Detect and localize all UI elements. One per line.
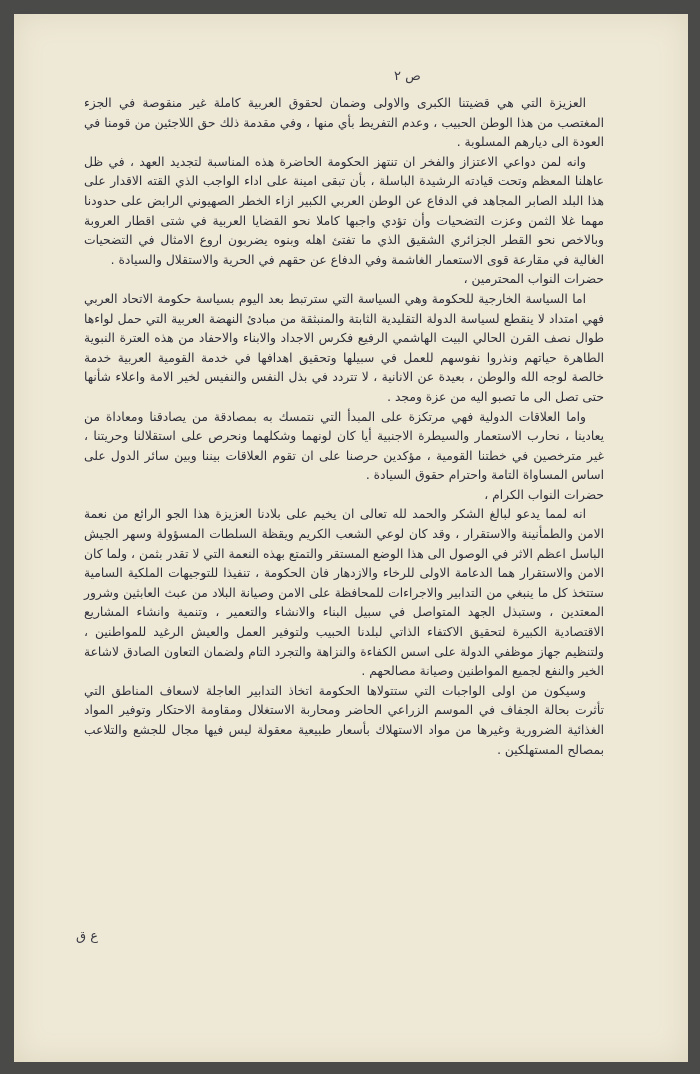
address-line: حضرات النواب المحترمين ، [463,272,604,287]
paragraph: انه لمما يدعو لبالغ الشكر والحمد لله تعالى ان يخيم على بلادنا العزيزة هذا الجو الرائع من نعمة الامن والطمأنينة والاستقرار ، وقد كان لوعي الشعب الكريم ويقظة السلطات المسؤولة وسهر الجيش الباسل اعظم الاثر في الوصول الى هذا الوضع المستقر والتمتع بهذه النعمة التي لا تقدر بثمن ، ولما كان الامن والاستقرار هما الدعامة الاولى للرخاء والازدهار فان الحكومة ، تنفيذا للتوجيهات الملكية السامية ستتخذ كل ما ينبغي من التدابير والاجراءات للمحافظة على الامن وصيانة البلاد من عبث العابثين وشرور المعتدين ، وستبذل الجهد المتواصل في سبيل البناء والانشاء والتعمير ، وتنمية وانشاء المشاريع الاقتصادية الكبيرة لتحقيق الاكتفاء الذاتي لبلدنا الحبيب ولتوفير العمل والعيش الرغيد للمواطنين ، ولتنظيم جهاز موظفي الدولة على اسس الكفاءة والنزاهة والتجرد التام ولضمان التعاون الصادق لاشاعة الخير والنفع لجميع المواطنين وصيانة مصالحهم . [84,507,604,679]
paragraph: واما العلاقات الدولية فهي مرتكزة على المبدأ التي نتمسك به بمصادقة من يصادقنا ومعاداة من يعادينا ، نحارب الاستعمار والسيطرة الاجنبية أيا كان لونهما وشكلهما ونحرص على استقلالنا وحريتنا ، غير مترخصين في خطتنا القومية ، مؤكدين حرصنا على ان تقوم العلاقات بيننا وبين سائر الدول على اساس المساواة التامة واحترام حقوق السيادة . [84,409,604,483]
paragraph: وانه لمن دواعي الاعتزاز والفخر ان تنتهز الحكومة الحاضرة هذه المناسبة لتجديد العهد ، في ظل عاهلنا المعظم وتحت قيادته الرشيدة الباسلة ، بأن تبقى امينة على اداء الواجب الذي القته الاقدار على هذا البلد الصابر المجاهد في الدفاع عن الوطن العربي الكبير ازاء الخطر الصهيوني الرابض على حدودنا مهما غلا الثمن وعزت التضحيات وأن تؤدي واجبها كاملا نحو القضايا العربية في شتى اقطار العروبة وبالاخص نحو القطر الجزائري الشقيق الذي ما تفتئ اهله وبنوه يضربون اروع الامثال في التضحيات الغالية في مقارعة قوى الاستعمار الغاشمة وفي الدفاع عن حقهم في الحرية والاستقلال والسيادة . [84,154,604,267]
page-number: ص ٢ [394,69,421,84]
paragraph: العزيزة التي هي قضيتنا الكبرى والاولى وضمان لحقوق العربية كاملة غير منقوصة في الجزء المغتصب من هذا الوطن الحبيب ، وعدم التفريط بأي منها ، وفي مقدمة ذلك حق اللاجئين من قومنا في العودة الى ديارهم المسلوبة . [84,96,604,150]
address-line: حضرات النواب الكرام ، [484,487,604,502]
footer-initials: ع ق [76,929,98,944]
paragraph: اما السياسة الخارجية للحكومة وهي السياسة التي سترتبط بعد اليوم بسياسة حكومة الاتحاد العربي فهي امتداد لا ينقطع لسياسة الدولة التقليدية الثابتة والمنبثقة من مبادئ النهضة العربية التي حمل لواءها طوال نصف القرن الحالي البيت الهاشمي الرفيع فكرس الاجداد والابناء والاحفاد من هذه العترة النبوية الطاهرة حياتهم ونذروا نفوسهم للعمل في سبيلها وتحقيق اهدافها في خدمة القومية العربية خدمة خالصة لوجه الله والوطن ، بعيدة عن الانانية ، لا تتردد في بذل النفس والنفيس لخير الامة واعلاء شأنها حتى تصل الى ما تصبو اليه من عزة ومجد . [84,291,604,404]
paragraph: وسيكون من اولى الواجبات التي ستتولاها الحكومة اتخاذ التدابير العاجلة لاسعاف المناطق التي تأثرت بحالة الجفاف في الموسم الزراعي الحاضر ومحاربة الاستغلال ومقاومة الاحتكار وتوفير المواد الغذائية الضرورية وغيرها من مواد الاستهلاك بأسعار طبيعية معقولة ليس فيها مجال للجشع والتلاعب بمصالح المستهلكين . [84,683,604,757]
document-page [14,14,688,1062]
body-text [84,94,604,760]
